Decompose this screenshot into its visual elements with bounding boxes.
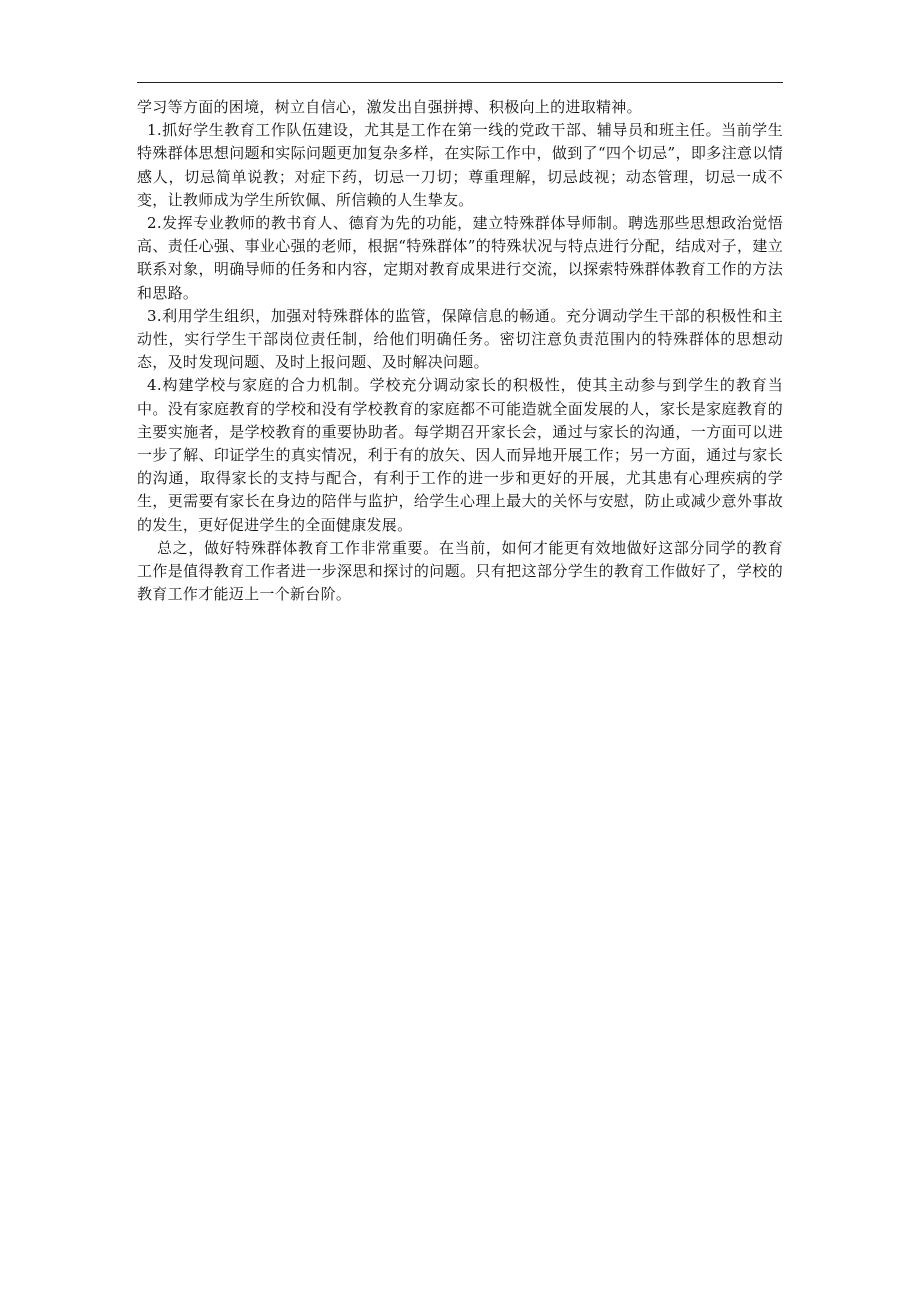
paragraph-item-1: 1.抓好学生教育工作队伍建设，尤其是工作在第一线的党政干部、辅导员和班主任。当前学生特殊群体思想问题和实际问题更加复杂多样，在实际工作中，做到了“四个切忌”，即多注意以情感人，切忌简单说教；对症下药，切忌一刀切；尊重理解，切忌歧视；动态管理，切忌一成不变，让教师成为学生所钦佩、所信赖的人生挚友。 — [137, 121, 783, 209]
paragraph-item-4: 4.构建学校与家庭的合力机制。学校充分调动家长的积极性，使其主动参与到学生的教育当中。没有家庭教育的学校和没有学校教育的家庭都不可能造就全面发展的人，家长是家庭教育的主要实施者，是学校教育的重要协助者。每学期召开家长会，通过与家长的沟通，一方面可以进一步了解、印证学生的真实情况，利于有的放矢、因人而异地开展工作；另一方面，通过与家长的沟通，取得家长的支持与配合，有利于工作的进一步和更好的开展，尤其患有心理疾病的学生，更需要有家长在身边的陪伴与监护，给学生心理上最大的关怀与安慰，防止或减少意外事故的发生，更好促进学生的全面健康发展。 — [137, 376, 783, 534]
document-body — [137, 96, 783, 606]
paragraph-conclusion: 总之，做好特殊群体教育工作非常重要。在当前，如何才能更有效地做好这部分同学的教育工作是值得教育工作者进一步深思和探讨的问题。只有把这部分学生的教育工作做好了，学校的教育工作才能迈上一个新台阶。 — [137, 538, 783, 604]
paragraph-continuation: 学习等方面的困境，树立自信心，激发出自强拼搏、积极向上的进取精神。 — [137, 98, 642, 116]
header-rule — [137, 82, 783, 83]
paragraph-item-2: 2.发挥专业教师的教书育人、德育为先的功能，建立特殊群体导师制。聘选那些思想政治觉悟高、责任心强、事业心强的老师，根据“特殊群体”的特殊状况与特点进行分配，结成对子，建立联系对象，明确导师的任务和内容，定期对教育成果进行交流，以探索特殊群体教育工作的方法和思路。 — [137, 214, 783, 302]
paragraph-item-3: 3.利用学生组织，加强对特殊群体的监管，保障信息的畅通。充分调动学生干部的积极性和主动性，实行学生干部岗位责任制，给他们明确任务。密切注意负责范围内的特殊群体的思想动态，及时发现问题、及时上报问题、及时解决问题。 — [137, 306, 783, 372]
